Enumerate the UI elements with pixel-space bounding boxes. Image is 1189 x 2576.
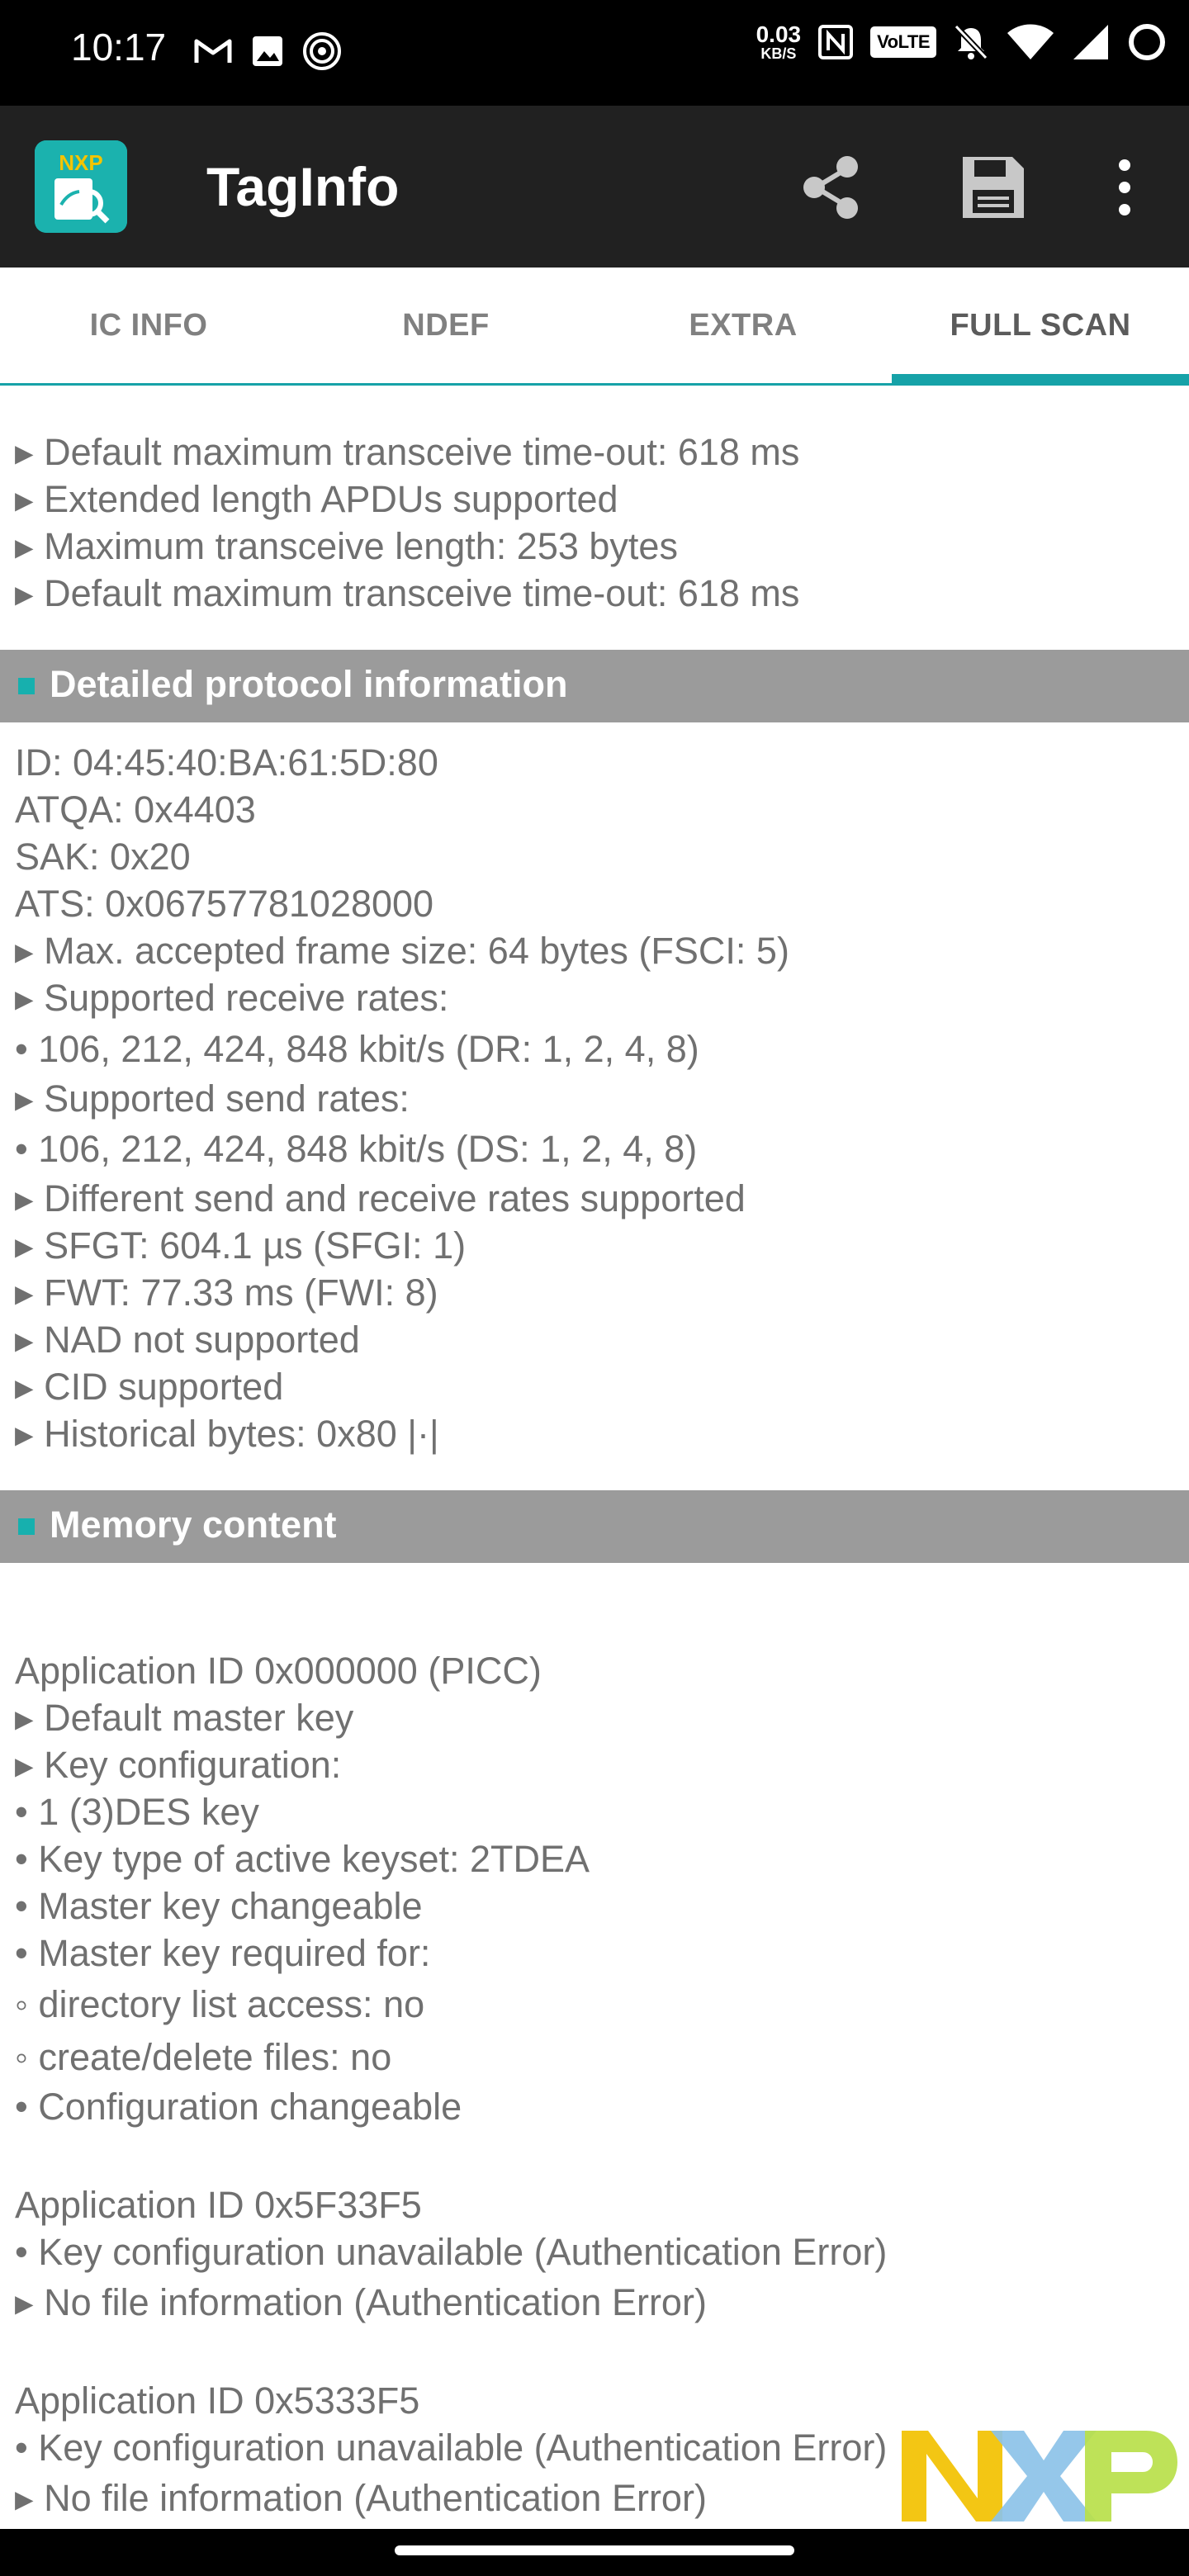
section-title: Memory content xyxy=(50,1503,337,1546)
tab-ic-info[interactable]: IC INFO xyxy=(89,307,208,343)
volte-badge: VoLTE xyxy=(870,26,936,58)
info-line: ▸ No file information (Authentication Error) xyxy=(15,2477,707,2519)
hotspot-icon xyxy=(302,30,342,73)
info-line: ▸ NAD not supported xyxy=(15,1319,360,1361)
battery-ring-icon xyxy=(1126,21,1168,63)
info-line: ▸ Key configuration: xyxy=(15,1744,342,1786)
home-gesture-handle[interactable] xyxy=(395,2545,794,2555)
info-line: • Master key required for: xyxy=(15,1932,431,1974)
more-vert-icon[interactable] xyxy=(1098,150,1151,225)
info-line: ◦ directory list access: no xyxy=(15,1983,425,2025)
info-line: • Key configuration unavailable (Authentication Error) xyxy=(15,2231,888,2273)
status-left-icons xyxy=(193,30,342,73)
info-line: ▸ Default master key xyxy=(15,1697,354,1739)
navigation-bar xyxy=(0,2529,1189,2576)
info-line: ▸ FWT: 77.33 ms (FWI: 8) xyxy=(15,1271,438,1314)
info-line: ▸ CID supported xyxy=(15,1366,284,1408)
info-line: ATQA: 0x4403 xyxy=(15,788,256,831)
info-line: ▸ Max. accepted frame size: 64 bytes (FSCI: 5) xyxy=(15,930,789,972)
info-line: Application ID 0x5F33F5 xyxy=(15,2184,422,2226)
share-icon[interactable] xyxy=(794,150,869,225)
info-line: ▸ Default maximum transceive time-out: 618 ms xyxy=(15,572,800,614)
info-line: ▸ Supported send rates: xyxy=(15,1077,410,1120)
info-line: • Configuration changeable xyxy=(15,2086,462,2128)
section-header-memory xyxy=(0,1490,1189,1563)
svg-text:NXP: NXP xyxy=(59,150,103,175)
info-line: ▸ Supported receive rates: xyxy=(15,977,449,1019)
section-title: Detailed protocol information xyxy=(50,663,568,705)
info-line: • Key type of active keyset: 2TDEA xyxy=(15,1838,590,1880)
status-right-icons xyxy=(756,21,1168,63)
nxp-watermark-icon xyxy=(902,2422,1179,2530)
info-line: • 1 (3)DES key xyxy=(15,1791,259,1833)
bell-off-icon xyxy=(953,23,989,61)
tab-full-scan[interactable]: FULL SCAN xyxy=(892,268,1189,383)
app-logo-icon xyxy=(35,140,127,233)
gmail-icon xyxy=(193,36,233,66)
info-line: ▸ Extended length APDUs supported xyxy=(15,478,618,520)
info-line: • Master key changeable xyxy=(15,1885,423,1927)
image-icon xyxy=(251,35,284,68)
section-bullet-icon xyxy=(18,678,35,694)
wifi-icon xyxy=(1006,23,1055,61)
info-line: ATS: 0x06757781028000 xyxy=(15,883,434,925)
app-bar xyxy=(0,106,1189,268)
save-icon[interactable] xyxy=(956,150,1030,225)
info-line: SAK: 0x20 xyxy=(15,836,191,878)
status-time: 10:17 xyxy=(71,26,167,69)
tab-extra[interactable]: EXTRA xyxy=(689,307,798,343)
info-line: • 106, 212, 424, 848 kbit/s (DS: 1, 2, 4, 8) xyxy=(15,1128,698,1170)
info-line: ◦ create/delete files: no xyxy=(15,2036,392,2078)
info-line: ▸ Different send and receive rates supported xyxy=(15,1177,746,1219)
info-line: ▸ SFGT: 604.1 µs (SFGI: 1) xyxy=(15,1224,467,1267)
section-header-protocol xyxy=(0,650,1189,722)
info-line: ▸ Maximum transceive length: 253 bytes xyxy=(15,525,678,567)
info-line: Application ID 0x000000 (PICC) xyxy=(15,1650,542,1692)
tab-ndef[interactable]: NDEF xyxy=(402,307,490,343)
info-line: • Key configuration unavailable (Authentication Error) xyxy=(15,2427,888,2469)
info-line: Application ID 0x5333F5 xyxy=(15,2379,420,2422)
scan-content[interactable] xyxy=(0,386,1189,2529)
status-bar xyxy=(0,0,1189,106)
signal-icon xyxy=(1072,23,1110,61)
app-title: TagInfo xyxy=(206,156,400,217)
nfc-icon xyxy=(817,24,854,60)
net-speed: 0.03 KB/S xyxy=(756,21,802,62)
section-bullet-icon xyxy=(18,1518,35,1535)
tab-bar xyxy=(0,268,1189,386)
info-line: ID: 04:45:40:BA:61:5D:80 xyxy=(15,741,438,784)
info-line: ▸ Default maximum transceive time-out: 618 ms xyxy=(15,431,800,473)
info-line: • 106, 212, 424, 848 kbit/s (DR: 1, 2, 4, 8) xyxy=(15,1028,699,1070)
info-line: ▸ Historical bytes: 0x80 |·| xyxy=(15,1413,439,1455)
info-line: ▸ No file information (Authentication Error) xyxy=(15,2281,707,2323)
